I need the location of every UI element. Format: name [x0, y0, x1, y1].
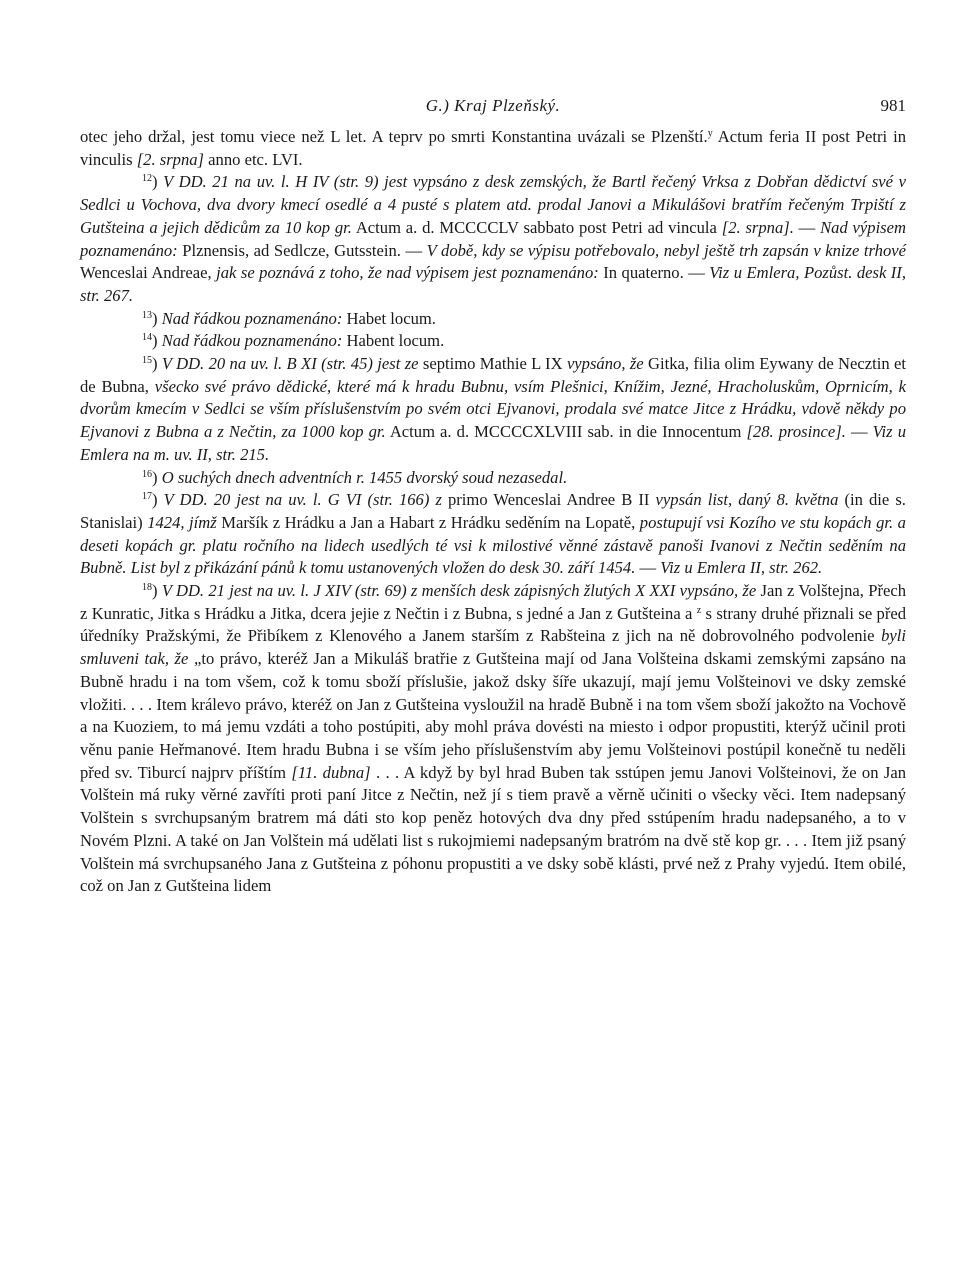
footnotes-body: [80, 126, 906, 898]
footnote-paren: ): [152, 581, 162, 601]
footnote-14: [80, 330, 906, 353]
footnote-marker: 14: [142, 332, 152, 344]
footnote-marker: 12: [142, 173, 152, 185]
footnote-paren: ): [152, 331, 162, 351]
text-run: Actum feria II post Petri in vinculis: [80, 127, 906, 169]
italic-run: [2. srpna]: [136, 149, 205, 169]
footnote-paren: ): [152, 308, 162, 328]
italic-run: V době, kdy se výpisu potřebovalo, nebyl ještě trh zapsán v knize trhové: [426, 240, 906, 260]
text-run: Plznensis, ad Sedlcze, Gutsstein. —: [177, 240, 427, 260]
italic-run: vypsán list, daný 8. května: [655, 490, 839, 510]
text-run: Maršík z Hrádku a Jan a Habart z Hrádku seděním na Lopatě,: [216, 512, 640, 532]
footnote-paren: ): [152, 490, 164, 510]
text-run: (in die s. Stanislai): [80, 490, 906, 532]
italic-run: 1424, jímž: [147, 512, 217, 532]
footnote-marker: 13: [142, 309, 152, 321]
text-run: —: [635, 558, 661, 578]
text-run: Habent locum.: [342, 331, 445, 351]
italic-run: Nad výpisem poznamenáno:: [80, 217, 906, 260]
footnote-paren: ): [152, 467, 162, 487]
text-run: In quaterno. —: [598, 263, 710, 283]
footnote-marker: 17: [142, 491, 152, 503]
text-run: —: [845, 422, 873, 442]
italic-run: V DD. 21 na uv. l. H IV (str. 9) jest vypsáno z desk zemských, že Bartl řečený Vrksa z Dobřan dědictví své v Sedlci u Vochova, dva dvory kmecí osedlé a 4 pusté s platem atd. prodal Janovi a Mikulášovi bratřím řečeným Trpiští z Gutšteina a jejich dědicům za 10 kop gr.: [80, 172, 906, 237]
footnote-16: [80, 467, 906, 490]
text-run: . . . A když by byl hrad Buben tak sstúpen jemu Janovi Volšteinovi, že on Jan Volštein má ruky věrné zavříti proti paní Jitce z Nečtin, než jí s tiem pravě a věrně učiniti o všecky věci. Item nadepsaný Volštein s svrchupsaným bratrem má dáti sto kop peněz hotových dva dny před sstúpením hradu nadepsaného, a to v Novém Plzni. A také on Jan Volštein má udělati list s rukojmiemi nadepsaným bratróm na dvě stě kop gr. . . . Item již psaný Volštein má svrchupsaného Jana z Gutšteina z póhonu propustiti a ve dsky sobě klásti, prvé než z Prahy vyjedú. Item obilé, což on Jan z Gutšteina lidem: [80, 762, 906, 896]
italic-run: V DD. 21 jest na uv. l. J XIV (str. 69) z menších desk zápisných žlutých X XXI vypsáno, že: [161, 581, 757, 601]
text-run: septimo Mathie L IX: [418, 354, 567, 374]
footnote-15: [80, 353, 906, 467]
italic-run: Viz u Emlera, Pozůst. desk II, str. 267.: [80, 263, 906, 305]
italic-run: Viz u Emlera II, str. 262.: [660, 558, 823, 578]
footnote-17: [80, 489, 906, 580]
italic-run: Nad řádkou poznamenáno:: [161, 308, 343, 328]
footnote-marker: 16: [142, 468, 152, 480]
footnote-marker: 18: [142, 582, 152, 594]
text-run: Actum a. d. MCCCCLV sabbato post Petri ad vincula: [351, 217, 722, 237]
document-page: [80, 96, 906, 898]
superscript-mark: y: [707, 128, 713, 139]
running-header: [80, 96, 906, 126]
italic-run: všecko své právo dědické, které má k hradu Bubnu, vsím Plešnici, Knížim, Jezné, Hracholuskům, Oprnicím, k dvorům kmecím v Sedlci se vším příslušenstvím po svém otci Ejvanovi, prodala své matce Jitce z Hrádku, vdově někdy po Ejvanovi z Bubna a z Nečtin, za 1000 kop gr.: [80, 376, 906, 442]
italic-run: V DD. 20 na uv. l. B XI (str. 45) jest ze: [161, 354, 419, 374]
italic-run: vypsáno, že: [566, 354, 644, 374]
text-run: Wenceslai Andreae,: [80, 263, 217, 283]
italic-run: Nad řádkou poznamenáno:: [161, 331, 343, 351]
paragraph-continuation: [80, 126, 906, 171]
italic-run: V DD. 20 jest na uv. l. G VI (str. 166) z: [163, 490, 442, 510]
italic-run: byli smluveni tak, že: [80, 626, 906, 669]
footnote-18: [80, 580, 906, 898]
italic-run: postupují vsi Kozího ve stu kopách gr. a deseti kopách gr. platu ročního na lidech usedlých té vsi k milostivé věnné zástavě panoši Ivanovi z Nečtin seděním na Bubně. List byl z přikázání pánů k tomu ustanovených vložen do desk 30. září 1454.: [80, 512, 906, 578]
page-number: 981: [880, 96, 906, 115]
text-run: „to právo, kteréž Jan a Mikuláš bratřie z Gutšteina mají od Jana Volšteina dskami zemskými zapsáno na Bubně hradu i na tom všem, což k tomu sboží příslušie, jakož dsky šíře ukazují, mají jemu Volšteinovi ve dsky zemské vložiti. . . . Item králevo právo, kteréž on Jan z Gutšteina vysloužil na hradě Bubně i na tom všem sboží jakožto na Vochově a na Kuoziem, to má jemu vzdáti a toho postúpiti, aby mohl práva dovésti na miesto i odpor propustiti, kterýž učinil proti věnu panie Heřmanové. Item hradu Bubna i se vším jeho příslušenstvím aby jemu Volšteinovi postúpil konečně tu neděli před sv. Tiburcí najprv příštím: [80, 649, 906, 782]
italic-run: jak se poznává z toho, že nad výpisem jest poznamenáno:: [216, 263, 599, 283]
footnote-13: [80, 308, 906, 331]
superscript-mark: z: [696, 604, 702, 616]
page-title: G.) Kraj Plzeňský.: [425, 96, 561, 115]
text-run: s strany druhé přiznali se před úředníky Pražskými, že Přibíkem z Klenového a Janem starším z Rabšteina z jich na ně dobrovolného podvolenie: [80, 603, 907, 646]
italic-run: O suchých dnech adventních r. 1455 dvorský soud nezasedal.: [161, 467, 568, 487]
italic-run: [11. dubna]: [291, 762, 371, 782]
italic-run: [2. srpna].: [721, 217, 794, 237]
text-run: Habet locum.: [342, 308, 436, 328]
text-run: otec jeho držal, jest tomu viece než L let. A teprv po smrti Konstantina uvázali se Plzenští.: [80, 127, 708, 146]
footnote-marker: 15: [142, 355, 152, 367]
text-run: primo Wenceslai Andree B II: [441, 490, 656, 510]
text-run: —: [793, 217, 821, 237]
italic-run: [28. prosince].: [746, 422, 846, 442]
text-run: Jan z Volštejna, Přech z Kunratic, Jitka s Hrádku a Jitka, dcera jejie z Nečtin i z Bubna, s jedné a Jan z Gutšteina a: [80, 581, 906, 623]
footnote-paren: ): [152, 354, 162, 374]
text-run: Actum a. d. MCCCCXLVIII sab. in die Innocentum: [385, 422, 747, 442]
footnote-12: [80, 171, 906, 307]
italic-run: Viz u Emlera na m. uv. II, str. 215.: [80, 422, 907, 464]
footnote-paren: ): [152, 172, 164, 192]
text-run: anno etc. LVI.: [204, 149, 303, 169]
text-run: Gitka, filia olim Eywany de Necztin et de Bubna,: [80, 354, 906, 396]
